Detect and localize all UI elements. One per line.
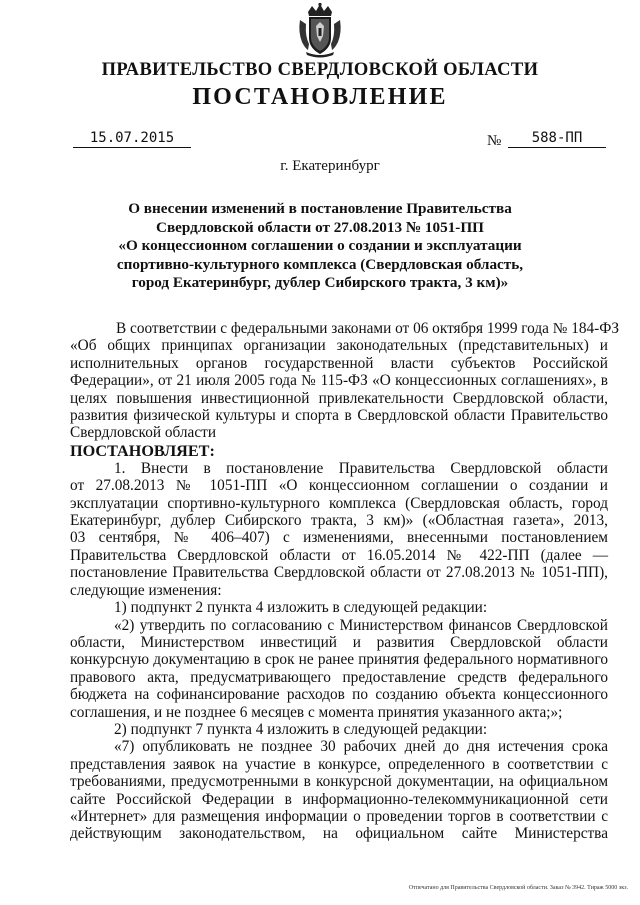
document-type: ПОСТАНОВЛЕНИЕ [192,84,448,110]
subitem1-line: правового акта, предусматривающего предоставление средств федерального [70,668,608,686]
item1-line: следующие изменения: [70,581,222,599]
item1-line: 03 сентября, № 406–407) с изменениями, внесенными постановлением [70,529,608,547]
item1-line: 1. Внести в постановление Правительства Свердловской области [114,459,608,477]
subitem1-line: соглашения, и не позднее 6 месяцев с момента принятия указанного акта;»; [70,703,563,721]
preamble-line: Свердловской области [70,424,217,442]
document-title [60,200,580,293]
preamble-line: Федерации», от 21 июля 2005 года № 115-ФЗ «О концессионных соглашениях», в [70,372,608,390]
item1-line: от 27.08.2013 № 1051-ПП «О концессионном соглашении о создании и [70,477,608,495]
item1-line: Правительства Свердловской области от 16.05.2014 № 422-ПП (далее — [70,546,608,564]
title-line: О внесении изменений в постановление Правительства [128,200,512,217]
subitem2-line: сайте Российской Федерации в информационно-телекоммуникационной сети [70,790,608,808]
subitem1-line: «2) утвердить по согласованию с Министерством финансов Свердловской [114,616,608,634]
item1-line: эксплуатации спортивно-культурного комплекса (Свердловская область, город [70,494,608,512]
title-line: Свердловской области от 27.08.2013 № 1051-ПП [156,218,484,236]
subitem1-intro: 1) подпункт 2 пункта 4 изложить в следующей редакции: [114,599,488,617]
preamble-line: «Об общих принципах организации законодательных (представительных) и [70,337,608,355]
document-city: г. Екатеринбург [280,158,380,174]
title-line: город Екатеринбург, дублер Сибирского тракта, 3 км)» [131,274,509,292]
subitem2-line: «7) опубликовать не позднее 30 рабочих дней до дня истечения срока [114,738,608,756]
subitem2-line: требованиями, предусмотренными в конкурсной документации, на официальном [70,773,608,791]
document-number: 588-ПП [508,130,606,148]
subitem2-intro: 2) подпункт 7 пункта 4 изложить в следующей редакции: [114,720,488,738]
title-line: спортивно-культурного комплекса (Свердловская область, [116,255,524,273]
coat-of-arms-icon [296,2,344,58]
subitem1-line: бюджета на софинансирование расходов по созданию объекта концессионного [70,686,608,704]
subitem2-line: представления заявок на участие в конкурсе, определенного в соответствии с [70,755,608,773]
subitem2-line: действующим законодательством, на официальном сайте Министерства [70,825,608,843]
title-line: «О концессионном соглашении о создании и эксплуатации [118,237,522,255]
document-date: 15.07.2015 [73,130,191,148]
print-note: Отпечатано для Правительства Свердловской области. Заказ № 3942. Тираж 5000 экз. [408,885,628,891]
subitem1-line: области, Министерством инвестиций и развития Свердловской области [70,633,608,651]
preamble-line: целях повышения инвестиционной привлекательности Свердловской области, [70,389,608,407]
government-name: ПРАВИТЕЛЬСТВО СВЕРДЛОВСКОЙ ОБЛАСТИ [101,60,539,80]
item1-line: Екатеринбург, дублер Сибирского тракта, 3 км)» («Областная газета», 2013, [70,512,608,530]
preamble-line: исполнительных органов государственной власти субъектов Российской [70,354,608,372]
subitem1-line: конкурсную документацию в срок не ранее принятия федерального нормативного [70,651,608,669]
preamble-line: развития физической культуры и спорта в Свердловской области Правительство [70,407,608,425]
document-body [70,320,619,843]
subitem2-line: «Интернет» для размещения информации о проведении торгов в соответствии с [70,807,608,825]
resolves-heading: ПОСТАНОВЛЯЕТ: [70,441,215,460]
number-sign: № [487,133,502,149]
item1-line: постановление Правительства Свердловской области от 27.08.2013 № 1051-ПП), [70,564,608,582]
preamble-line: В соответствии с федеральными законами от 06 октября 1999 года № 184-ФЗ [116,320,619,337]
